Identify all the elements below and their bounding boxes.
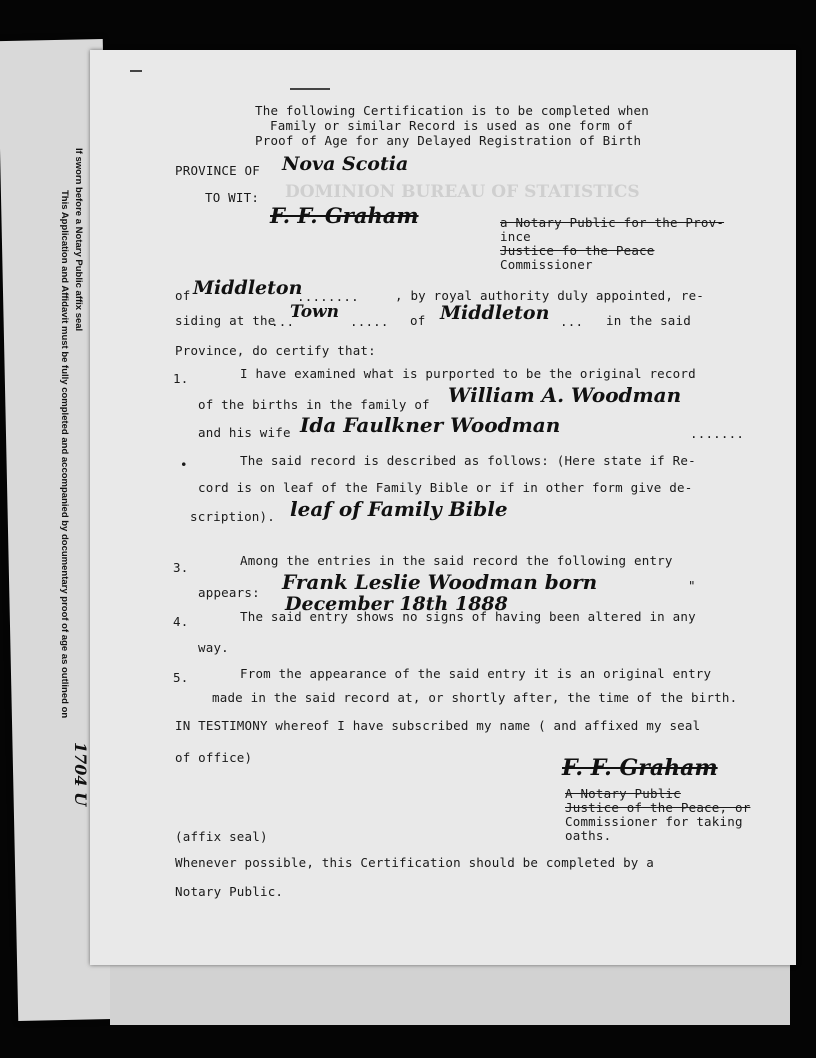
notary-signature: F. F. Graham xyxy=(270,203,419,228)
in-said-text: in the said xyxy=(606,313,691,328)
item-5-line-1: From the appearance of the said entry it is an original entry xyxy=(240,666,712,681)
footer-line-2: Notary Public. xyxy=(175,884,284,899)
residing-value: Town xyxy=(290,302,340,322)
item-2-line-3: scription). xyxy=(190,509,275,524)
testimony-line-2: of office) xyxy=(175,750,253,765)
sig-title-line-2: Justice of the Peace, or xyxy=(565,800,751,815)
dots-4: ... xyxy=(560,314,584,329)
item-3-line-2: appears: xyxy=(198,585,260,600)
residing-label: siding at the xyxy=(175,313,276,328)
dots-1: ........ xyxy=(297,289,359,304)
ink-mark xyxy=(290,88,330,90)
side-note-seal: If sworn before a Notary Public affix seal xyxy=(73,148,84,332)
notary-title-line-1: a Notary Public for the Prov- xyxy=(500,215,725,230)
footer-line-1: Whenever possible, this Certification should be completed by a xyxy=(175,855,654,870)
dots-3: ..... xyxy=(350,314,389,329)
father-name: William A. Woodman xyxy=(448,383,682,407)
sig-title-line-4: oaths. xyxy=(565,828,612,843)
header-line-1: The following Certification is to be completed when xyxy=(255,103,650,118)
of-label: of xyxy=(175,288,191,303)
entry-quote: " xyxy=(688,578,696,593)
dots-5: ....... xyxy=(690,426,745,441)
faint-stamp: DOMINION BUREAU OF STATISTICS xyxy=(285,182,640,202)
signature: F. F. Graham xyxy=(562,755,718,781)
notary-title-line-4: Commissioner xyxy=(500,257,593,272)
item-2-line-1: The said record is described as follows: (Here state if Re- xyxy=(240,453,696,468)
sig-title-line-1: A Notary Public xyxy=(565,786,681,801)
affix-seal-label: (affix seal) xyxy=(175,829,268,844)
margin-handwriting: 1704 U xyxy=(71,742,90,807)
item-4-line-2: way. xyxy=(198,640,229,655)
entry-line-2: December 18th 1888 xyxy=(285,593,508,615)
item-5-line-2: made in the said record at, or shortly after, the time of the birth. xyxy=(212,690,738,705)
header-line-3: Proof of Age for any Delayed Registration of Birth xyxy=(255,133,642,148)
notary-title-line-3: Justice fo the Peace xyxy=(500,243,655,258)
item-2-line-2: cord is on leaf of the Family Bible or if in other form give de- xyxy=(198,480,693,495)
item-1-line-1: I have examined what is purported to be the original record xyxy=(240,366,696,381)
testimony-line-1: IN TESTIMONY whereof I have subscribed my name ( and affixed my seal xyxy=(175,718,701,733)
item-1-number: 1. xyxy=(173,371,189,386)
item-1-line-3: and his wife xyxy=(198,425,291,440)
of-value: Middleton xyxy=(193,277,303,299)
of2-value: Middleton xyxy=(440,302,550,324)
record-description: leaf of Family Bible xyxy=(290,497,508,521)
ink-mark xyxy=(130,70,142,72)
sig-title-line-3: Commissioner for taking xyxy=(565,814,743,829)
appointed-text: , by royal authority duly appointed, re- xyxy=(395,288,705,303)
province-value: Nova Scotia xyxy=(282,153,409,175)
item-1-line-2: of the births in the family of xyxy=(198,397,430,412)
side-note-application: This Application and Affidavit must be fully completed and accompanied by documentary proof of age as outlined on xyxy=(59,190,70,719)
entry-line-1: Frank Leslie Woodman born xyxy=(282,570,598,594)
notary-title-line-2: ince xyxy=(500,229,531,244)
to-wit-label: TO WIT: xyxy=(205,190,260,205)
header-line-2: Family or similar Record is used as one form of xyxy=(270,118,634,133)
province-label: PROVINCE OF xyxy=(175,163,260,178)
item-2-number: • xyxy=(180,457,188,472)
item-5-number: 5. xyxy=(173,670,189,685)
item-4-line-1: The said entry shows no signs of having been altered in any xyxy=(240,609,696,624)
item-3-line-1: Among the entries in the said record the following entry xyxy=(240,553,673,568)
item-3-number: 3. xyxy=(173,560,189,575)
item-4-number: 4. xyxy=(173,614,189,629)
mother-name: Ida Faulkner Woodman xyxy=(300,413,561,437)
province-line: Province, do certify that: xyxy=(175,343,376,358)
dots-2: ... xyxy=(271,314,295,329)
of2-label: of xyxy=(410,313,426,328)
